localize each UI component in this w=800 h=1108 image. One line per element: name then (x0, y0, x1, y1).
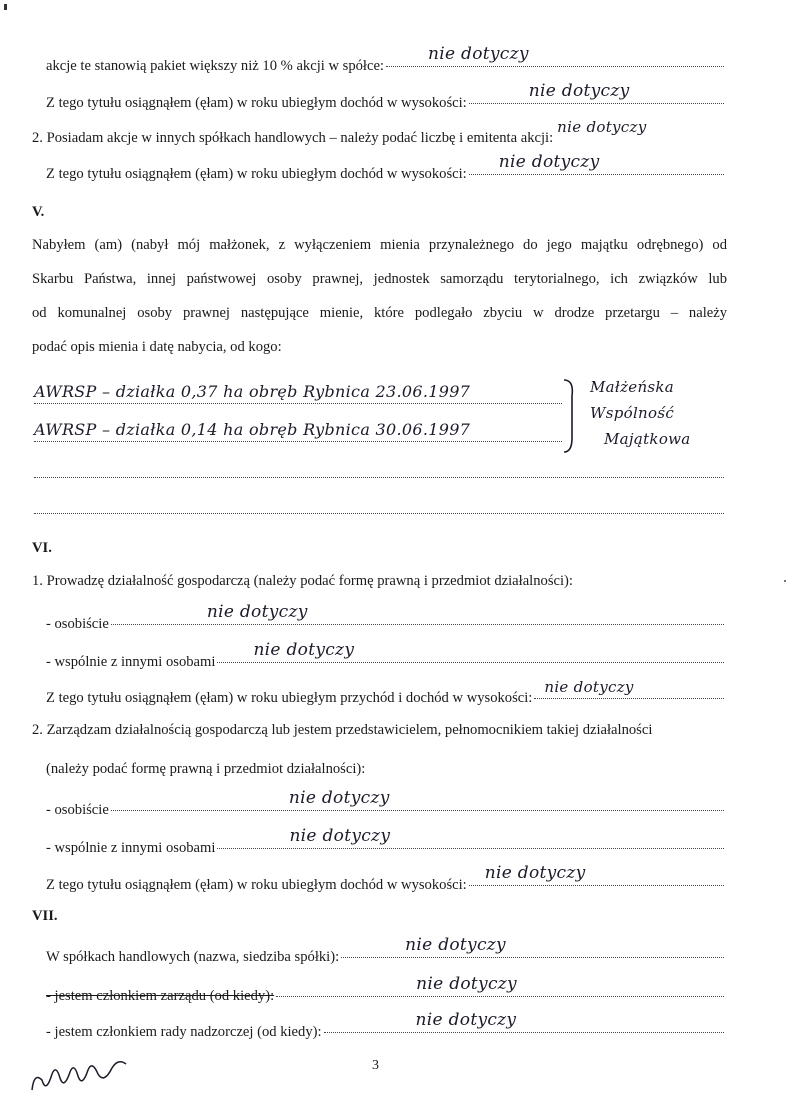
handwritten-bracket (560, 376, 580, 456)
management-line: 2. Zarządzam działalnością gospodarczą lub jestem przedstawicielem, pełnomocnikiem takiej działalności (32, 722, 653, 738)
handwritten-side-note-2: Wspólność (590, 404, 675, 422)
other-shares-label: 2. Posiadam akcje w innych spółkach handlowych – należy podać liczbę i emitenta akcji: (32, 129, 554, 146)
shares-over-10pct-line (46, 43, 724, 75)
joint-management-line (46, 825, 724, 857)
management-income-label: Z tego tytułu osiągnąłem (ęłam) w roku ubiegłym dochód w wysokości: (46, 876, 467, 893)
supervisory-board-line (46, 1009, 724, 1041)
dotted-line (34, 476, 724, 478)
income-label-1: Z tego tytułu osiągnąłem (ęłam) w roku ubiegłym dochód w wysokości: (46, 94, 467, 111)
companies-line (46, 934, 724, 966)
dotted-fill (111, 787, 724, 811)
handwritten-answer: nie dotyczy (415, 1009, 517, 1030)
handwritten-answer: nie dotyczy (498, 151, 600, 172)
paragraph-line: Skarbu Państwa, innej państwowej osoby prawnej, jednostek samorządu terytorialnego, ich związków lub (32, 271, 727, 287)
dotted-fill (386, 43, 724, 67)
handwritten-answer: nie dotyczy (416, 973, 517, 994)
dotted-fill (555, 117, 752, 139)
dotted-fill (217, 825, 724, 849)
income-line-2 (46, 151, 724, 183)
management-income-line (46, 862, 724, 894)
personal-management-line (46, 787, 724, 819)
dotted-line (34, 402, 562, 404)
paragraph-line: Nabyłem (am) (nabył mój małżonek, z wyłączeniem mienia przynależnego do jego majątku odrębnego) od (32, 237, 727, 253)
signature-scribble (28, 1050, 138, 1100)
scan-mark (4, 4, 7, 10)
dotted-fill (469, 151, 724, 175)
personal-activity-line (46, 601, 724, 633)
personal-label: - osobiście (46, 615, 109, 632)
business-activity-line: 1. Prowadzę działalność gospodarczą (należy podać formę prawną i przedmiot działalności): (32, 573, 573, 589)
revenue-income-line (46, 677, 724, 707)
dotted-fill (324, 1009, 724, 1033)
handwritten-answer: nie dotyczy (206, 601, 308, 622)
handwritten-answer: nie dotyczy (544, 677, 634, 696)
income-line-1 (46, 80, 724, 112)
shares-over-10pct-label: akcje te stanowią pakiet większy niż 10 % akcji w spółce: (46, 57, 384, 74)
board-member-line (46, 973, 724, 1005)
joint-activity-line (46, 639, 724, 671)
handwritten-side-note-1: Małżeńska (590, 378, 675, 396)
dotted-fill (341, 934, 724, 958)
handwritten-side-note-3: Majątkowa (604, 430, 691, 448)
section-vii-heading: VII. (32, 908, 58, 924)
handwritten-answer: nie dotyczy (528, 80, 630, 101)
dotted-fill (217, 639, 724, 663)
joint-label: - wspólnie z innymi osobami (46, 839, 216, 856)
handwritten-answer: nie dotyczy (484, 862, 586, 883)
management-line-2: (należy podać formę prawną i przedmiot działalności): (46, 761, 366, 777)
handwritten-answer: nie dotyczy (288, 787, 390, 808)
scan-mark (784, 580, 786, 582)
section-vi-heading: VI. (32, 540, 52, 556)
paragraph-line: od komunalnej osoby prawnej następujące mienie, które podlegało zbyciu w drodze przetargu – należy (32, 305, 727, 321)
handwritten-answer: nie dotyczy (253, 639, 355, 660)
dotted-fill (469, 80, 724, 104)
personal-label: - osobiście (46, 801, 109, 818)
dotted-line (34, 512, 724, 514)
dotted-fill (276, 973, 724, 997)
handwritten-property-2: AWRSP – działka 0,14 ha obręb Rybnica 30.06.1997 (34, 420, 471, 439)
section-v-paragraph (32, 237, 727, 373)
handwritten-answer: nie dotyczy (557, 117, 647, 136)
handwritten-answer: nie dotyczy (405, 934, 506, 955)
companies-label: W spółkach handlowych (nazwa, siedziba spółki): (46, 948, 340, 965)
dotted-fill (534, 677, 724, 699)
handwritten-answer: nie dotyczy (427, 43, 529, 64)
dotted-line (34, 440, 562, 442)
supervisory-board-label: - jestem członkiem rady nadzorczej (od kiedy): (46, 1023, 322, 1040)
board-member-label: - jestem członkiem zarządu (od kiedy): (46, 987, 275, 1004)
income-label-2: Z tego tytułu osiągnąłem (ęłam) w roku ubiegłym dochód w wysokości: (46, 165, 467, 182)
handwritten-property-1: AWRSP – działka 0,37 ha obręb Rybnica 23.06.1997 (34, 382, 471, 401)
page-number: 3 (372, 1058, 379, 1073)
section-v-heading: V. (32, 204, 45, 220)
revenue-income-label: Z tego tytułu osiągnąłem (ęłam) w roku ubiegłym przychód i dochód w wysokości: (46, 689, 533, 706)
dotted-fill (111, 601, 724, 625)
other-shares-line (32, 117, 752, 147)
handwritten-answer: nie dotyczy (289, 825, 391, 846)
joint-label: - wspólnie z innymi osobami (46, 653, 216, 670)
paragraph-line: podać opis mienia i datę nabycia, od kogo: (32, 339, 282, 355)
dotted-fill (469, 862, 724, 886)
